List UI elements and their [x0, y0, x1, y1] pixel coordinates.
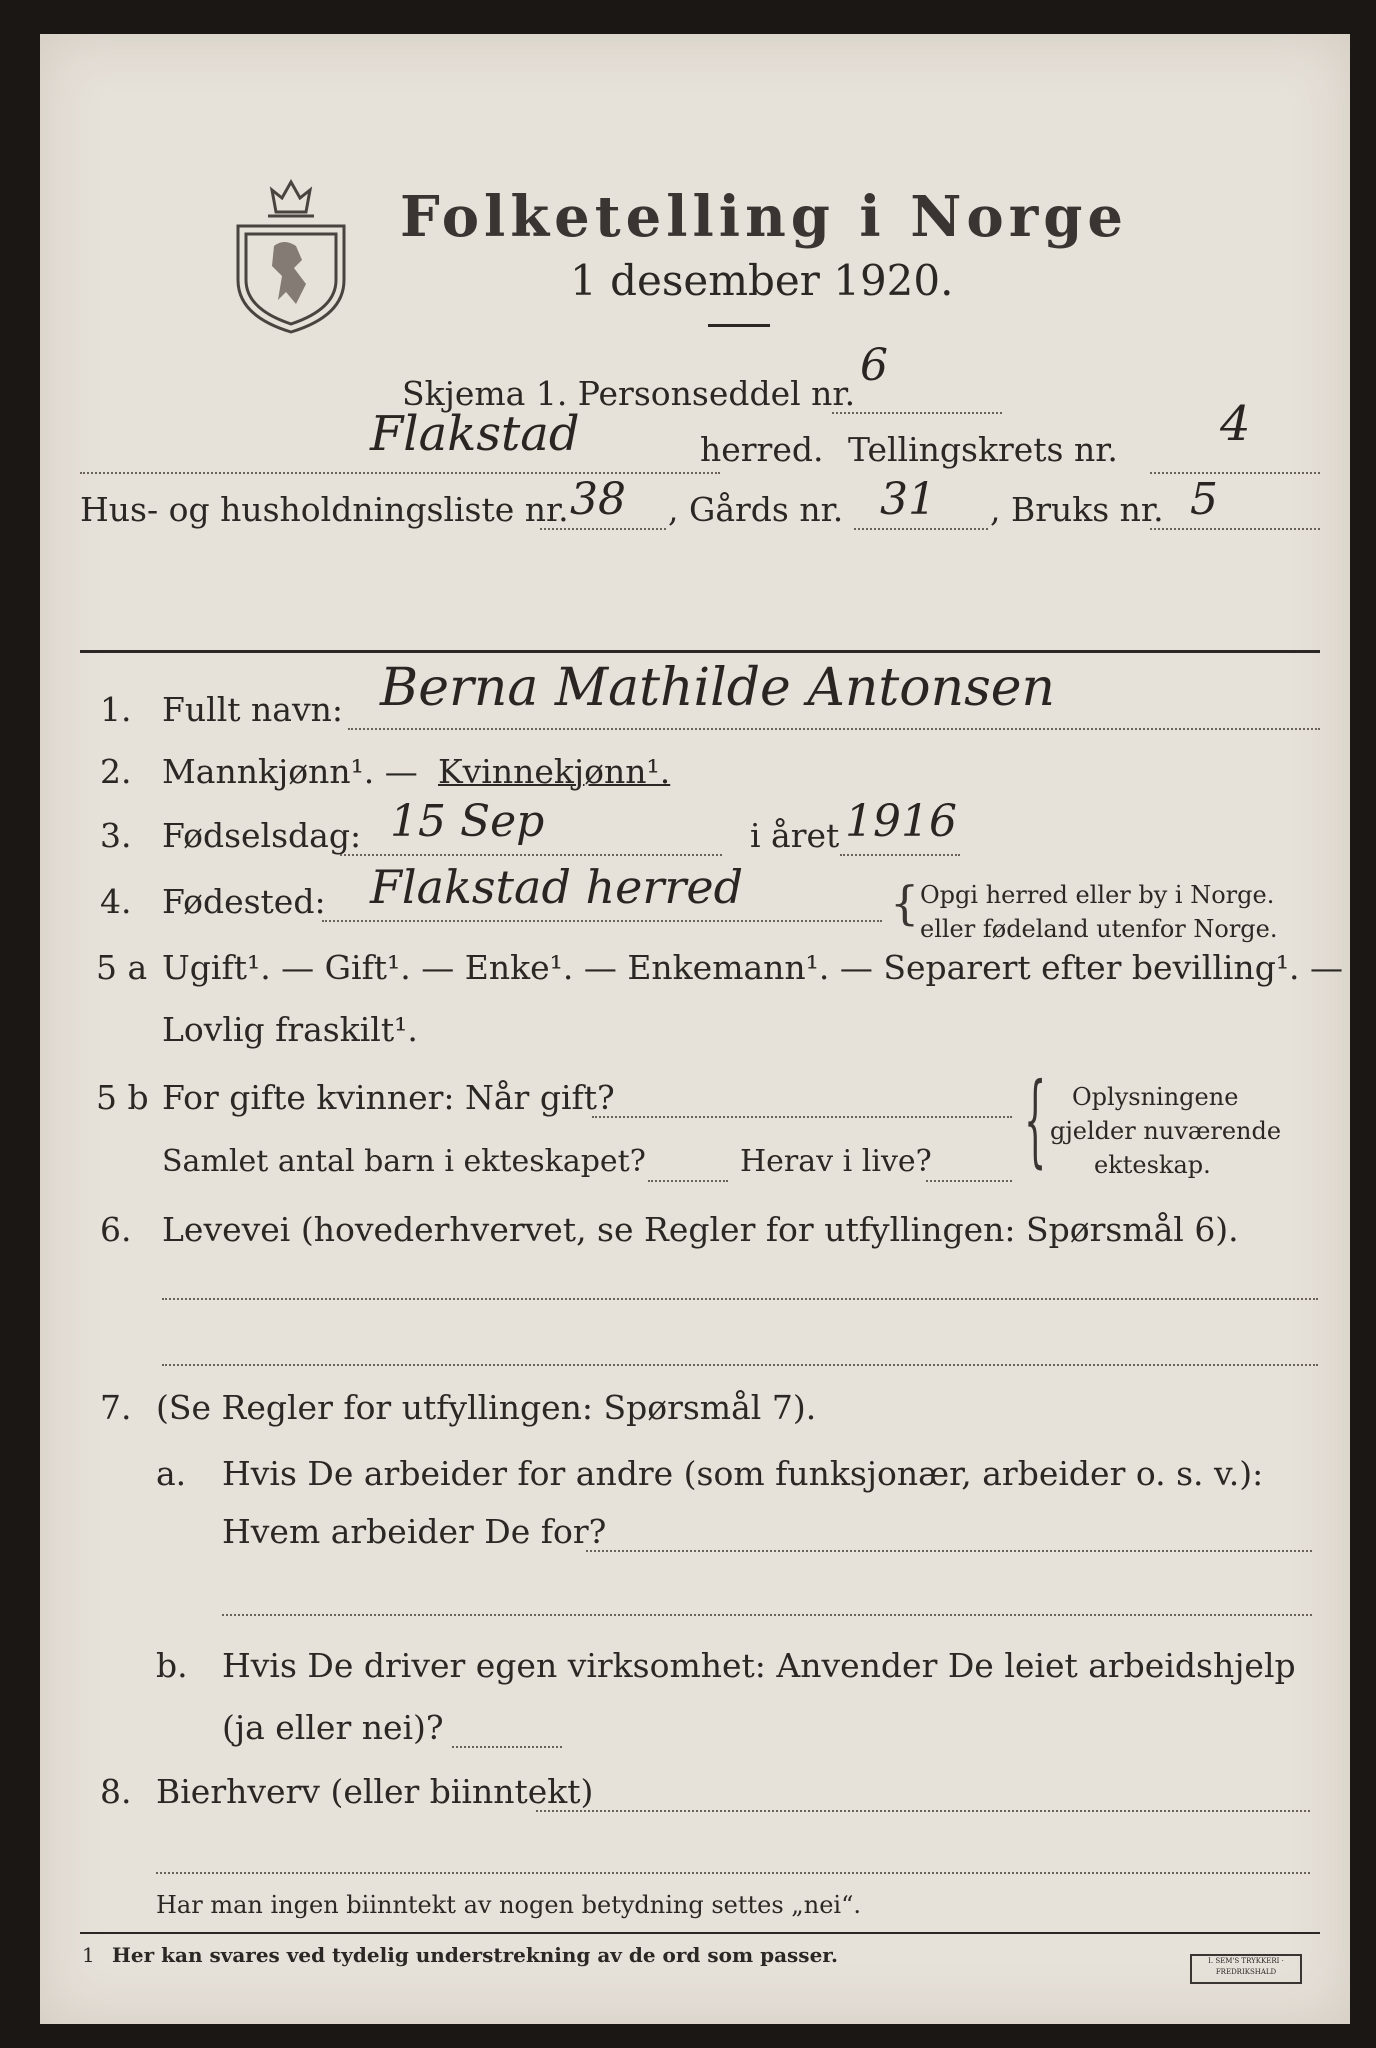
q7b-line2: (ja eller nei)?: [222, 1708, 444, 1747]
when-married-line: [592, 1116, 1012, 1118]
footnote-divider: [80, 1932, 1320, 1934]
female-option[interactable]: [438, 752, 670, 792]
q4-note-line1: Opgi herred eller by i Norge.: [920, 881, 1275, 909]
birthplace-value[interactable]: Flakstad herred: [370, 860, 744, 914]
marital-status-options[interactable]: Ugift¹. — Gift¹. — Enke¹. — Enkemann¹. — Separert efter bevilling¹. —: [162, 948, 1344, 987]
tellingskrets-label: Tellingskrets nr.: [848, 430, 1118, 469]
tellingskrets-number[interactable]: 4: [1220, 396, 1251, 452]
children-alive-label: Herav i live?: [740, 1144, 932, 1179]
year-line: [840, 854, 960, 856]
children-alive-line: [926, 1180, 1012, 1182]
q4-brace: {: [890, 876, 920, 930]
bruks-label: , Bruks nr.: [990, 490, 1164, 529]
herred-value[interactable]: Flakstad: [370, 406, 580, 462]
q8-line-1: [536, 1810, 1310, 1812]
bruks-line: [1150, 528, 1320, 530]
full-name-value[interactable]: Berna Mathilde Antonsen: [380, 658, 1056, 718]
skjema-label: Skjema 1. Personseddel nr.: [402, 374, 856, 413]
form-title: Folketelling i Norge: [400, 184, 1129, 250]
gards-label: , Gårds nr.: [668, 490, 844, 529]
herred-label: herred.: [700, 430, 824, 469]
tellingskrets-line: [1150, 472, 1320, 474]
birth-year-value[interactable]: 1916: [845, 796, 957, 847]
when-married-label: For gifte kvinner: Når gift?: [162, 1078, 615, 1117]
q5b-number: 5 b: [96, 1078, 149, 1117]
q2-number: 2.: [100, 752, 132, 791]
skjema-line: [832, 412, 1002, 414]
q7a-line1: Hvis De arbeider for andre (som funksjonær, arbeider o. s. v.):: [222, 1454, 1264, 1493]
skjema-number[interactable]: 6: [860, 340, 888, 391]
year-label: i året: [750, 816, 840, 855]
q7-number: 7.: [100, 1388, 132, 1427]
q3-label: Fødselsdag:: [162, 816, 362, 855]
q1-line: [348, 728, 1320, 730]
footnote-mark: 1: [82, 1943, 95, 1967]
q1-number: 1.: [100, 690, 132, 729]
q5b-note-line2: gjelder nuværende: [1050, 1117, 1282, 1145]
husholdningsliste-number[interactable]: 38: [570, 474, 626, 525]
bruks-number[interactable]: 5: [1190, 474, 1218, 525]
q7b-line1: Hvis De driver egen virksomhet: Anvender De leiet arbeidshjelp: [222, 1646, 1296, 1685]
q7a-line2: Hvem arbeider De for?: [222, 1512, 607, 1551]
q6-label: Levevei (hovederhvervet, se Regler for utfyllingen: Spørsmål 6).: [162, 1210, 1239, 1249]
husholdningsliste-label: Hus- og husholdningsliste nr.: [80, 490, 569, 529]
gards-number[interactable]: 31: [880, 474, 936, 525]
employer-line: [586, 1550, 1312, 1552]
gards-line: [854, 528, 988, 530]
female-option-label: Kvinnekjønn¹.: [438, 752, 671, 791]
q7-label: (Se Regler for utfyllingen: Spørsmål 7).: [156, 1388, 817, 1427]
q1-label: Fullt navn:: [162, 690, 343, 729]
q7b-letter: b.: [156, 1646, 188, 1685]
q8-number: 8.: [100, 1772, 132, 1811]
biinntekt-note: Har man ingen biinntekt av nogen betydning settes „nei“.: [156, 1891, 861, 1919]
q4-line: [322, 920, 882, 922]
q5b-brace: {: [1024, 1061, 1047, 1178]
husholdningsliste-line: [540, 528, 666, 530]
q8-label: Bierhverv (eller biinntekt): [156, 1772, 594, 1811]
norway-coat-of-arms-icon: [232, 176, 350, 334]
q7a-letter: a.: [156, 1454, 187, 1493]
q6-line-2: [162, 1364, 1318, 1366]
employer-line-2: [222, 1614, 1312, 1616]
q4-number: 4.: [100, 882, 132, 921]
marital-status-divorced[interactable]: Lovlig fraskilt¹.: [162, 1010, 418, 1049]
header-divider: [80, 650, 1320, 653]
q6-number: 6.: [100, 1210, 132, 1249]
q6-line-1: [162, 1298, 1318, 1300]
q3-line: [340, 854, 722, 856]
title-divider: [708, 324, 770, 327]
male-option[interactable]: Mannkjønn¹. —: [162, 752, 418, 791]
q5b-note-line3: ekteskap.: [1094, 1151, 1211, 1179]
q5b-note-line1: Oplysningene: [1072, 1083, 1239, 1111]
census-date: 1 desember 1920.: [570, 256, 954, 305]
q4-note-line2: eller fødeland utenfor Norge.: [920, 915, 1278, 943]
footnote-text: Her kan svares ved tydelig understrekning av de ord som passer.: [112, 1943, 838, 1967]
hired-help-line: [452, 1746, 562, 1748]
census-form-page: [40, 34, 1350, 2024]
q8-line-2: [156, 1872, 1310, 1874]
q4-label: Fødested:: [162, 882, 326, 921]
q3-number: 3.: [100, 816, 132, 855]
birthday-value[interactable]: 15 Sep: [390, 796, 545, 847]
q5a-number: 5 a: [96, 948, 148, 987]
printer-stamp: I. SEM'S TRYKKERI · FREDRIKSHALD: [1190, 1954, 1302, 1984]
children-count-label: Samlet antal barn i ekteskapet?: [162, 1144, 646, 1179]
children-count-line: [648, 1180, 728, 1182]
